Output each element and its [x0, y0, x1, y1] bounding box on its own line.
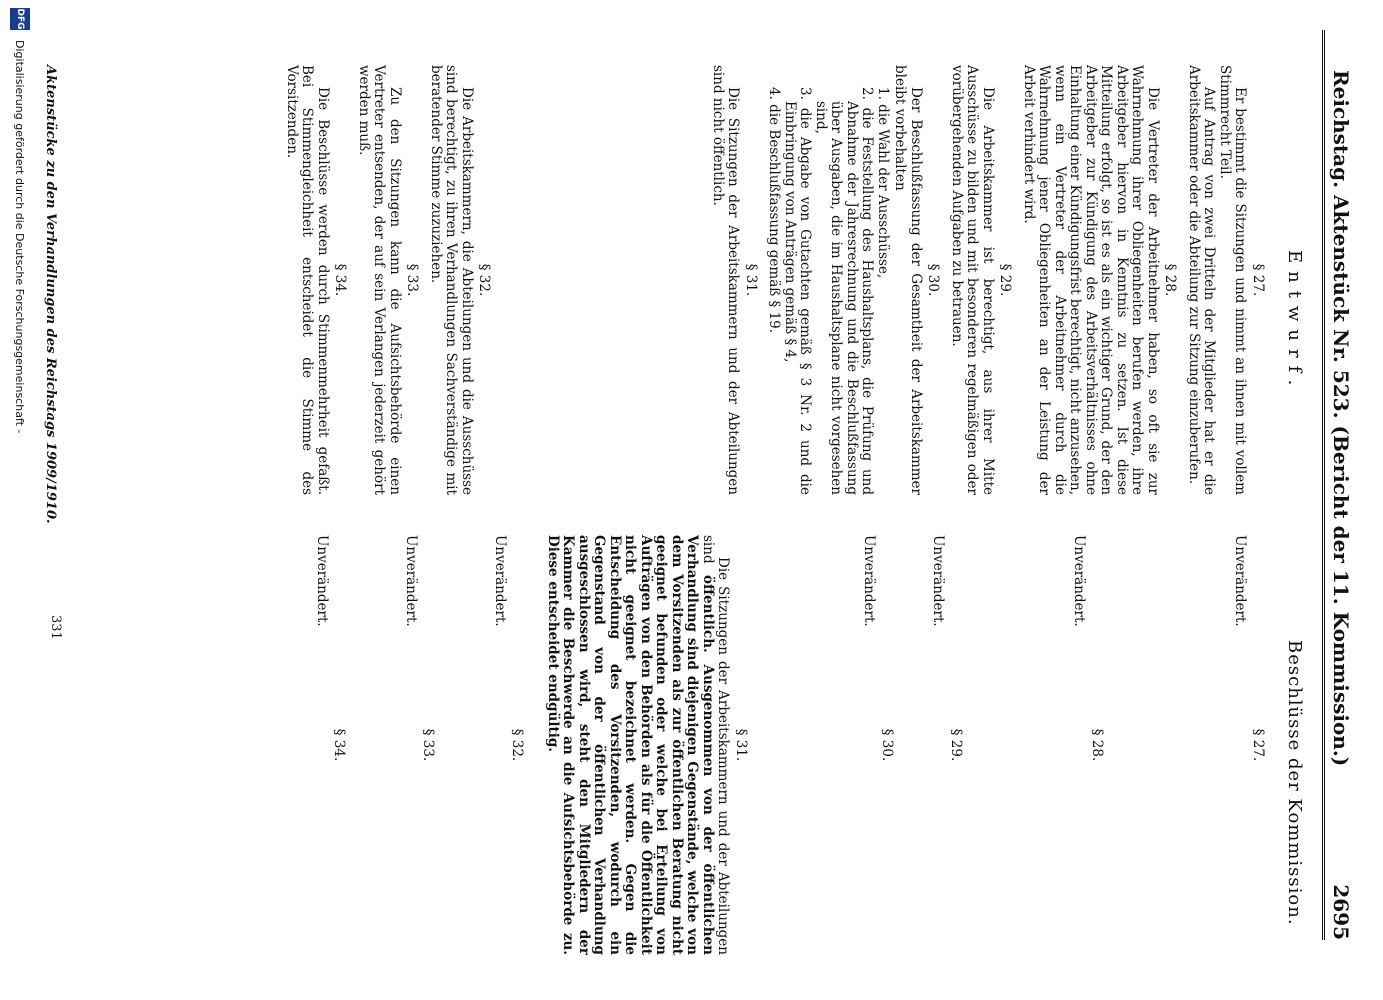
draft-column	[284, 65, 1274, 495]
list-item: 1. die Wahl der Ausschüsse,	[875, 87, 891, 279]
paragraph: Die Vertreter der Arbeitnehmer haben, so oft sie zur Wahrnehmung ihrer Obliegenheiten berufen werden, ihre Arbeitgeber hiervon in Kenntnis zu setzen. Ist diese Mitteilung erfolgt, so ist es als ein wichtiger Grund, der den Arbeitgeber zur Kündigung des Arbeitsverhältnisses ohne Einhaltung einer Kündigungsfrist berechtigt, nicht anzusehen, wenn ein Vertreter der Arbeitnehmer durch die Wahrnehmung jener Obliegenheiten an der Leistung der Arbeit verhindert wird.	[1021, 65, 1161, 495]
paragraph: Auf Antrag von zwei Dritteln der Mitglieder hat er die Arbeitskammer oder die Abteilung zur Sitzung einzuberufen.	[1186, 65, 1218, 495]
unchanged-note: Unverändert.	[930, 535, 947, 627]
unchanged-note: Unverändert.	[861, 535, 878, 627]
unchanged-note: Unverändert.	[1071, 535, 1088, 627]
unchanged-note: Unverändert.	[403, 535, 419, 627]
paragraph: Der Beschlußfassung der Gesamtheit der Arbeitskammer bleibt vorbehalten	[892, 65, 924, 495]
page-header	[1322, 30, 1365, 940]
paragraph: Er bestimmt die Sitzungen und nimmt an ihnen mit vollem Stimmrecht Teil.	[1217, 65, 1249, 495]
section-heading: § 33.	[420, 728, 437, 762]
list-item: 4. die Beschlußfassung gemäß § 19.	[766, 87, 783, 334]
section-heading: § 31.	[743, 263, 759, 297]
section-heading: § 34.	[331, 728, 348, 762]
sheet-signature: 331	[48, 615, 63, 640]
paragraph: Die Arbeitskammern, die Abteilungen und die Ausschüsse sind berechtigt, zu ihren Verhandlungen Sachverständige mit beratender Stimme zuzuziehen.	[428, 65, 475, 495]
section-heading: § 29.	[997, 263, 1014, 297]
section-heading: § 32.	[509, 728, 526, 762]
paragraph: Die Sitzungen der Arbeitskammern und der Abteilungen sind nicht öffentlich.	[710, 65, 742, 495]
amendment-lead: Die Sitzungen der Arbeitskammern und der Abteilungen sind	[700, 535, 732, 955]
paragraph: Zu den Sitzungen kann die Aufsichtsbehörde einen Vertreter entsenden, der auf sein Verlangen jederzeit gehört werden muß.	[356, 65, 403, 495]
section-heading: § 33.	[404, 263, 421, 297]
list-item: 3. die Abgabe von Gutachten gemäß § 3 Nr. 2 und die Einbringung von Anträgen gemäß § 4,	[782, 87, 814, 495]
digitization-text: Digitalisierung gefördert durch die Deutsche Forschungsgemeinschaft -	[13, 40, 26, 434]
paragraph: Die Arbeitskammer ist berechtigt, aus ihrer Mitte Ausschüsse zu bilden und mit besonderen regelmäßigen oder vorübergehenden Aufgaben zu betrauen.	[949, 65, 996, 495]
section-heading: § 27.	[1250, 263, 1266, 297]
dfg-logo-icon: DFG	[10, 8, 30, 30]
unchanged-note: Unverändert.	[492, 535, 508, 627]
right-column-title: Beschlüsse der Kommission.	[1284, 640, 1305, 926]
section-heading: § 31.	[733, 728, 749, 762]
unchanged-note: Unverändert.	[1232, 535, 1249, 627]
enumerated-list	[766, 65, 890, 495]
section-heading: § 32.	[476, 263, 493, 297]
page-number: 2695	[1329, 884, 1353, 940]
paragraph: Die Beschlüsse werden durch Stimmenmehrheit gefaßt. Bei Stimmengleichheit entscheidet die Stimme des Vorsitzenden.	[284, 65, 331, 495]
commission-column	[314, 535, 1274, 955]
section-heading: § 29.	[948, 728, 964, 762]
section-heading: § 28.	[1089, 728, 1105, 762]
digitization-note	[0, 0, 38, 1000]
section-heading: § 34.	[332, 263, 349, 297]
section-heading: § 30.	[879, 728, 895, 762]
paragraph	[545, 535, 731, 955]
amendment-text: öffentlich. Ausgenommen von der öffentlichen Verhandlung sind diejenigen Gegenstände, welche von dem Vorsitzenden als zur öffentlichen Beratung nicht geeignet befunden oder welche bei Erteilung von Aufträgen von den Behörden als für die Öffentlichkeit nicht geeignet bezeichnet werden. Gegen die Entscheidung des Vorsitzenden, wodurch ein Gegenstand von der öffentlichen Verhandlung ausgeschlossen wird, steht den Mitgliedern der Kammer die Beschwerde an die Aufsichtsbehörde zu. Diese entscheidet endgültig.	[545, 535, 716, 955]
left-column-title: Entwurf.	[1284, 250, 1305, 394]
unchanged-note: Unverändert.	[314, 535, 330, 627]
page-footer: Aktenstücke zu den Verhandlungen des Reichstags 1909/1910.	[43, 65, 58, 524]
section-heading: § 30.	[925, 263, 942, 297]
header-title: Reichstag. Aktenstück Nr. 523. (Bericht der 11. Kommission.)	[1329, 70, 1353, 767]
list-item: 2. die Feststellung des Haushaltsplans, die Prüfung und Abnahme der Jahresrechnung und die Beschlußfassung über Ausgaben, die im Haushaltsplane nicht vorgesehen sind,	[813, 87, 876, 495]
section-heading: § 28.	[1162, 263, 1179, 297]
section-heading: § 27.	[1250, 728, 1266, 762]
